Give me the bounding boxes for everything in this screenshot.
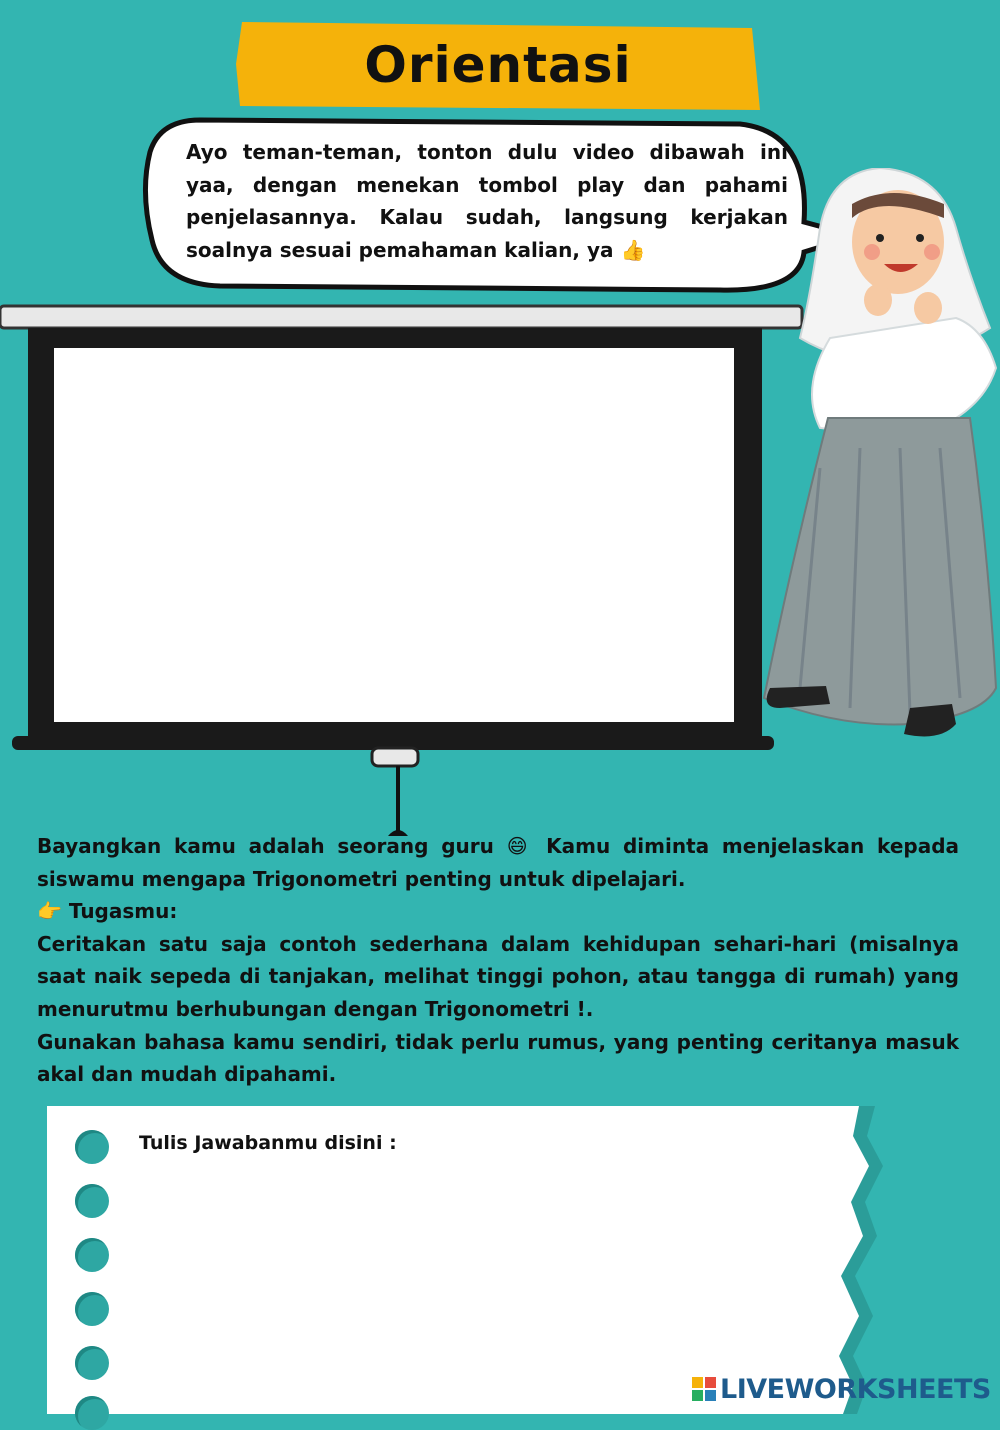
binder-hole xyxy=(75,1238,109,1272)
task-heading xyxy=(37,895,959,928)
task-label: Tugasmu: xyxy=(68,899,178,924)
student-character xyxy=(760,168,1000,748)
student-illustration xyxy=(760,168,1000,748)
pointing-hand-icon: 👉 xyxy=(37,899,62,924)
page-title: Orientasi xyxy=(364,36,632,94)
video-player[interactable] xyxy=(54,348,734,722)
projector-screen xyxy=(0,300,810,840)
liveworksheets-logo xyxy=(692,1372,991,1406)
title-banner xyxy=(236,18,760,112)
answer-label: Tulis Jawabanmu disini : xyxy=(139,1132,397,1154)
binder-hole xyxy=(75,1292,109,1326)
answer-paper xyxy=(47,1106,897,1414)
task-text: Ceritakan satu saja contoh sederhana dalam kehidupan sehari-hari (misalnya saat naik sepeda di tanjakan, melihat tinggi pohon, atau tangga di rumah) yang menurutmu berhubungan dengan Trigonometri !. xyxy=(37,931,959,1021)
brand-name: LIVEWORKSHEETS xyxy=(720,1373,991,1405)
note-text: Gunakan bahasa kamu sendiri, tidak perlu rumus, yang penting ceritanya masuk akal dan mudah dipahami. xyxy=(37,1029,959,1087)
binder-hole xyxy=(75,1130,109,1164)
smile-icon: 😄 xyxy=(506,834,534,858)
intro-paragraph xyxy=(37,830,959,895)
binder-hole xyxy=(75,1396,109,1430)
binder-hole xyxy=(75,1346,109,1380)
answer-input[interactable] xyxy=(139,1168,843,1402)
intro-text-part2: Kamu diminta menjelaskan kepada siswamu mengapa Trigonometri penting untuk dipelajari. xyxy=(37,834,960,891)
intro-text-part1: Bayangkan kamu adalah seorang guru xyxy=(37,834,494,858)
instructions xyxy=(37,830,959,1091)
bubble-message: Ayo teman-teman, tonton dulu video dibawah ini yaa, dengan menekan tombol play dan pahami penjelasannya. Kalau sudah, langsung kerjakan soalnya sesuai pemahaman kalian, ya xyxy=(186,140,788,262)
bubble-text xyxy=(186,136,788,266)
liveworksheets-icon xyxy=(692,1377,716,1401)
binder-hole xyxy=(75,1184,109,1218)
thumbs-up-icon: 👍 xyxy=(620,237,646,262)
